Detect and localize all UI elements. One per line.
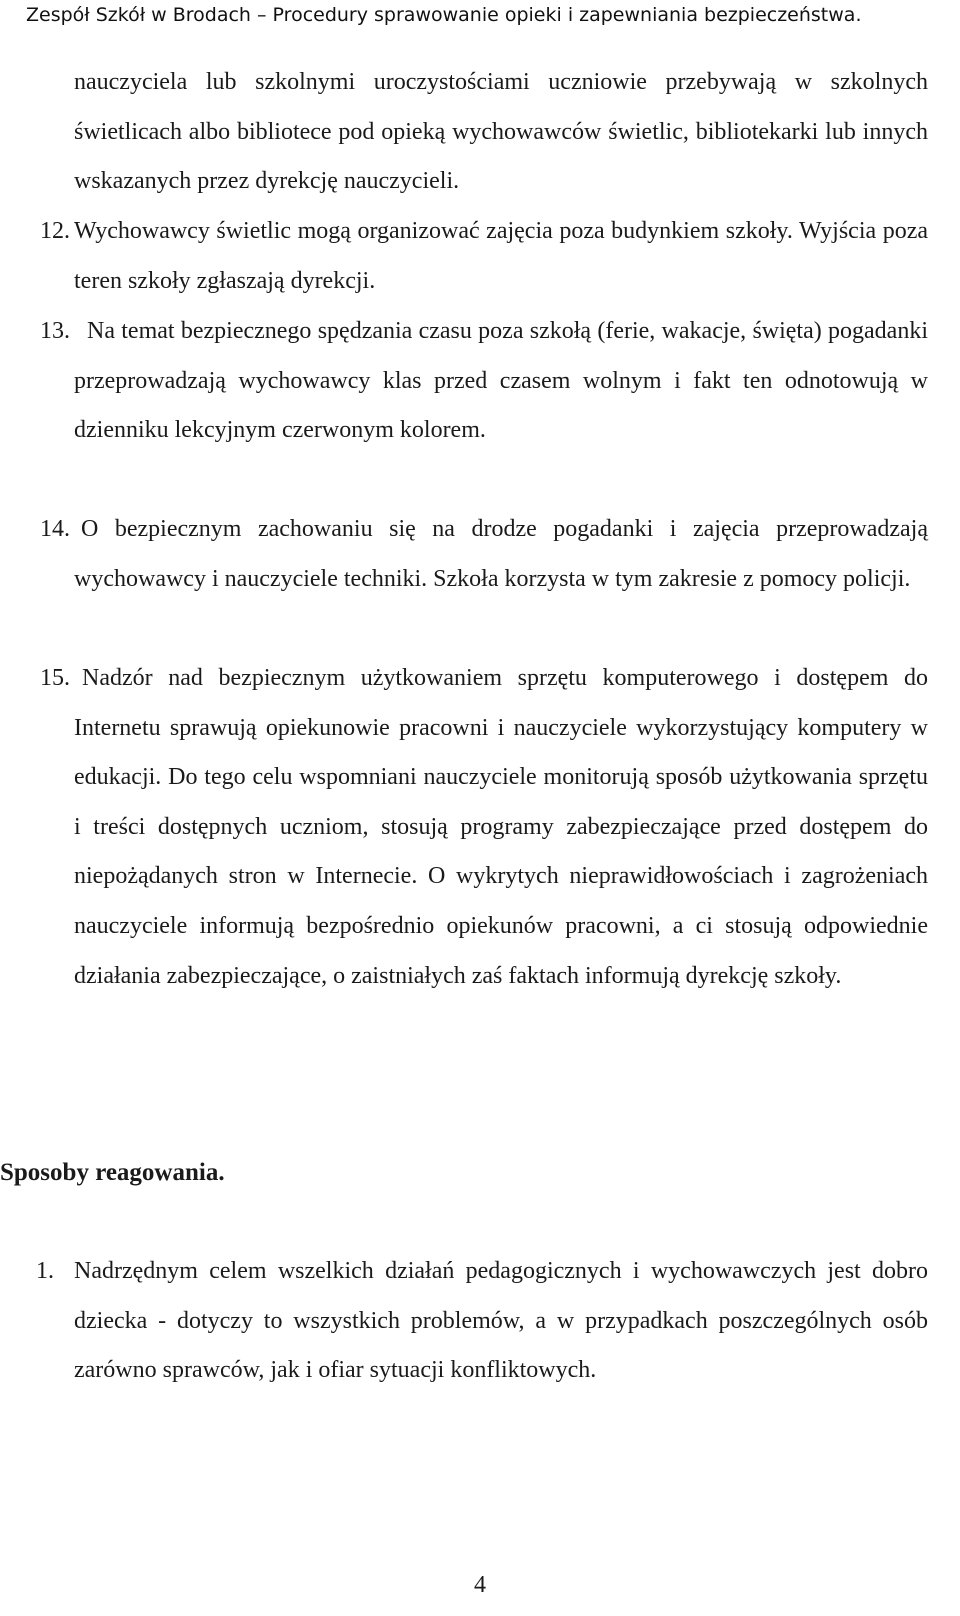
list-item-text: Wychowawcy świetlic mogą organizować zajęcia poza budynkiem szkoły. Wyjścia poza teren szkoły zgłaszają dyrekcji. bbox=[74, 218, 928, 294]
document-header: Zespół Szkół w Brodach – Procedury sprawowanie opieki i zapewniania bezpieczeństwa. bbox=[26, 4, 862, 26]
page-number: 4 bbox=[474, 1572, 486, 1598]
list-item-number: 14. bbox=[40, 516, 70, 542]
list-item-number: 15. bbox=[40, 665, 70, 691]
list-item-number: 12. bbox=[40, 218, 70, 244]
list-item-number: 13. bbox=[40, 318, 70, 344]
continuation-paragraph: nauczyciela lub szkolnymi uroczystościami uczniowie przebywają w szkolnych świetlicach albo bibliotece pod opieką wychowawców świetlic, bibliotekarki lub innych wskazanych przez dyrekcję nauczycieli. bbox=[74, 69, 928, 195]
section-item-text: Nadrzędnym celem wszelkich działań pedagogicznych i wychowawczych jest dobro dziecka - dotyczy to wszystkich problemów, a w przypadkach poszczególnych osób zarówno sprawców, jak i ofiar sytuacji konfliktowych. bbox=[74, 1258, 928, 1384]
list-item-text: Nadzór nad bezpiecznym użytkowaniem sprzętu komputerowego i dostępem do Internetu sprawują opiekunowie pracowni i nauczyciele wykorzystujący komputery w edukacji. Do tego celu wspomniani nauczyciele monitorują sposób użytkowania sprzętu i treści dostępnych uczniom, stosują programy zabezpieczające przed dostępem do niepożądanych stron w Internecie. O wykrytych nieprawidłowościach i zagrożeniach nauczyciele informują bezpośrednio opiekunów pracowni, a ci stosują odpowiednie działania zabezpieczające, o zaistniałych zaś faktach informują dyrekcję szkoły. bbox=[74, 665, 928, 989]
section-item-number: 1. bbox=[36, 1258, 54, 1284]
list-item-text: O bezpiecznym zachowaniu się na drodze pogadanki i zajęcia przeprowadzają wychowawcy i nauczyciele techniki. Szkoła korzysta w tym zakresie z pomocy policji. bbox=[74, 516, 928, 592]
section-heading: Sposoby reagowania. bbox=[0, 1159, 225, 1186]
list-item-text: Na temat bezpiecznego spędzania czasu poza szkołą (ferie, wakacje, święta) pogadanki przeprowadzają wychowawcy klas przed czasem wolnym i fakt ten odnotowują w dzienniku lekcyjnym czerwonym kolorem. bbox=[74, 318, 928, 444]
